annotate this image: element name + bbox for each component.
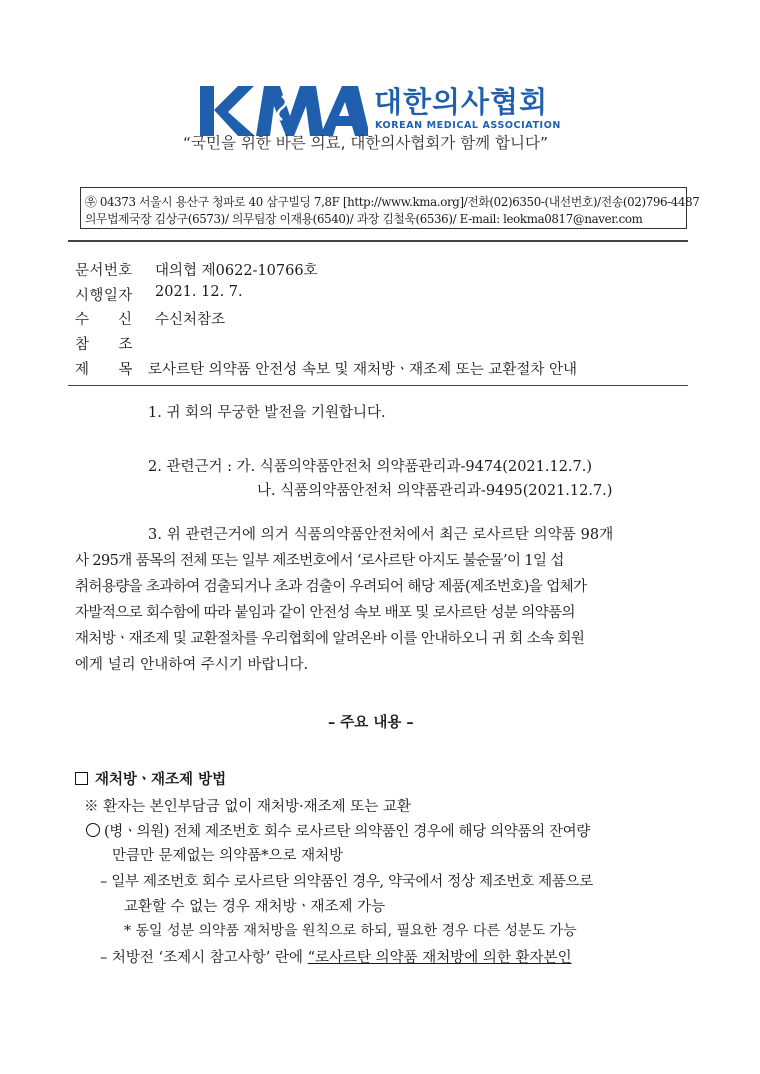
paragraph-3-line-4: 자발적으로 회수함에 따라 붙임과 같이 안전성 속보 배포 및 로사르탄 성분 의약품의 — [75, 605, 575, 621]
doc-number-value: 대의협 제0622-10766호 — [155, 263, 318, 279]
patient-note: ※ 환자는 본인부담금 없이 재처방·재조제 또는 교환 — [84, 799, 411, 815]
paragraph-2-a: 2. 관련근거 : 가. 식품의약품안전처 의약품관리과-9474(2021.12.7.) — [148, 459, 593, 475]
paragraph-1: 1. 귀 회의 무궁한 발전을 기원합니다. — [148, 405, 386, 421]
section-heading — [75, 768, 226, 789]
contact-address-line: ㉾ 04373 서울시 용산구 청파로 40 삼구빌딩 7,8F [http://www.kma.org]/전화(02)6350-(내선번호)/전송(02)796-4487 — [85, 195, 700, 209]
recipient-value: 수신처참조 — [155, 312, 226, 328]
hospital-instruction-cont: 만큼만 문제없는 의약품*으로 재처방 — [112, 848, 344, 864]
org-name-english: KOREAN MEDICAL ASSOCIATION — [375, 120, 561, 131]
reference-label: 참 조 — [75, 337, 133, 353]
paragraph-3-line-5: 재처방ㆍ재조제 및 교환절차를 우리협회에 알려온바 이를 안내하오니 귀 회 소속 회원 — [75, 631, 585, 647]
partial-recall-line-1: – 일부 제조번호 회수 로사르탄 의약품인 경우, 약국에서 정상 제조번호 제품으로 — [100, 874, 593, 890]
subject-label: 제 목 — [75, 362, 133, 378]
contact-staff-line: 의무법제국장 김상구(6573)/ 의무팀장 이재용(6540)/ 과장 김철욱(6536)/ E-mail: leokma0817@naver.com — [85, 212, 643, 226]
paragraph-3-line-2: 사 295개 품목의 전체 또는 일부 제조번호에서 ‘로사르탄 아지도 불순물’이 1일 섭 — [75, 553, 564, 569]
doc-number-label: 문서번호 — [75, 263, 133, 279]
issue-date-label: 시행일자 — [75, 288, 133, 304]
paragraph-3-line-6: 에게 널리 안내하여 주시기 바랍니다. — [75, 657, 309, 673]
prescription-note — [100, 946, 572, 967]
main-content-heading: – 주요 내용 – — [328, 714, 414, 731]
issue-date-value: 2021. 12. 7. — [155, 284, 243, 300]
subject-value: 로사르탄 의약품 안전성 속보 및 재처방ㆍ재조제 또는 교환절차 안내 — [148, 362, 578, 378]
prescription-note-prefix: – 처방전 ‘조제시 참고사항’ 란에 — [100, 950, 308, 966]
same-ingredient-note: * 동일 성분 의약품 재처방을 원칙으로 하되, 필요한 경우 다른 성분도 가능 — [124, 923, 577, 939]
section-heading-text: 재처방ㆍ재조제 방법 — [95, 771, 227, 788]
header-divider — [68, 240, 688, 242]
slogan: “국민을 위한 바른 의료, 대한의사협회가 함께 합니다” — [183, 134, 548, 152]
recipient-label: 수 신 — [75, 312, 133, 328]
contact-box — [80, 187, 700, 229]
paragraph-2-b: 나. 식품의약품안전처 의약품관리과-9495(2021.12.7.) — [257, 483, 613, 499]
hospital-instruction-text: (병ㆍ의원) 전체 제조번호 회수 로사르탄 의약품인 경우에 해당 의약품의 잔여량 — [104, 824, 590, 840]
subject-divider — [68, 385, 688, 386]
hospital-instruction — [86, 820, 590, 841]
partial-recall-line-2: 교환할 수 없는 경우 재처방ㆍ재조제 가능 — [124, 899, 386, 915]
paragraph-3-line-3: 취허용량을 초과하여 검출되거나 초과 검출이 우려되어 해당 제품(제조번호)을 업체가 — [75, 579, 587, 595]
circle-bullet-icon — [86, 823, 100, 837]
checkbox-icon — [75, 772, 88, 785]
prescription-note-underlined: “로사르탄 의약품 재처방에 의한 환자본인 — [307, 950, 572, 966]
paragraph-3-line-1: 3. 위 관련근거에 의거 식품의약품안전처에서 최근 로사르탄 의약품 98개 — [148, 527, 614, 543]
org-name-korean: 대한의사협회 — [374, 85, 549, 119]
